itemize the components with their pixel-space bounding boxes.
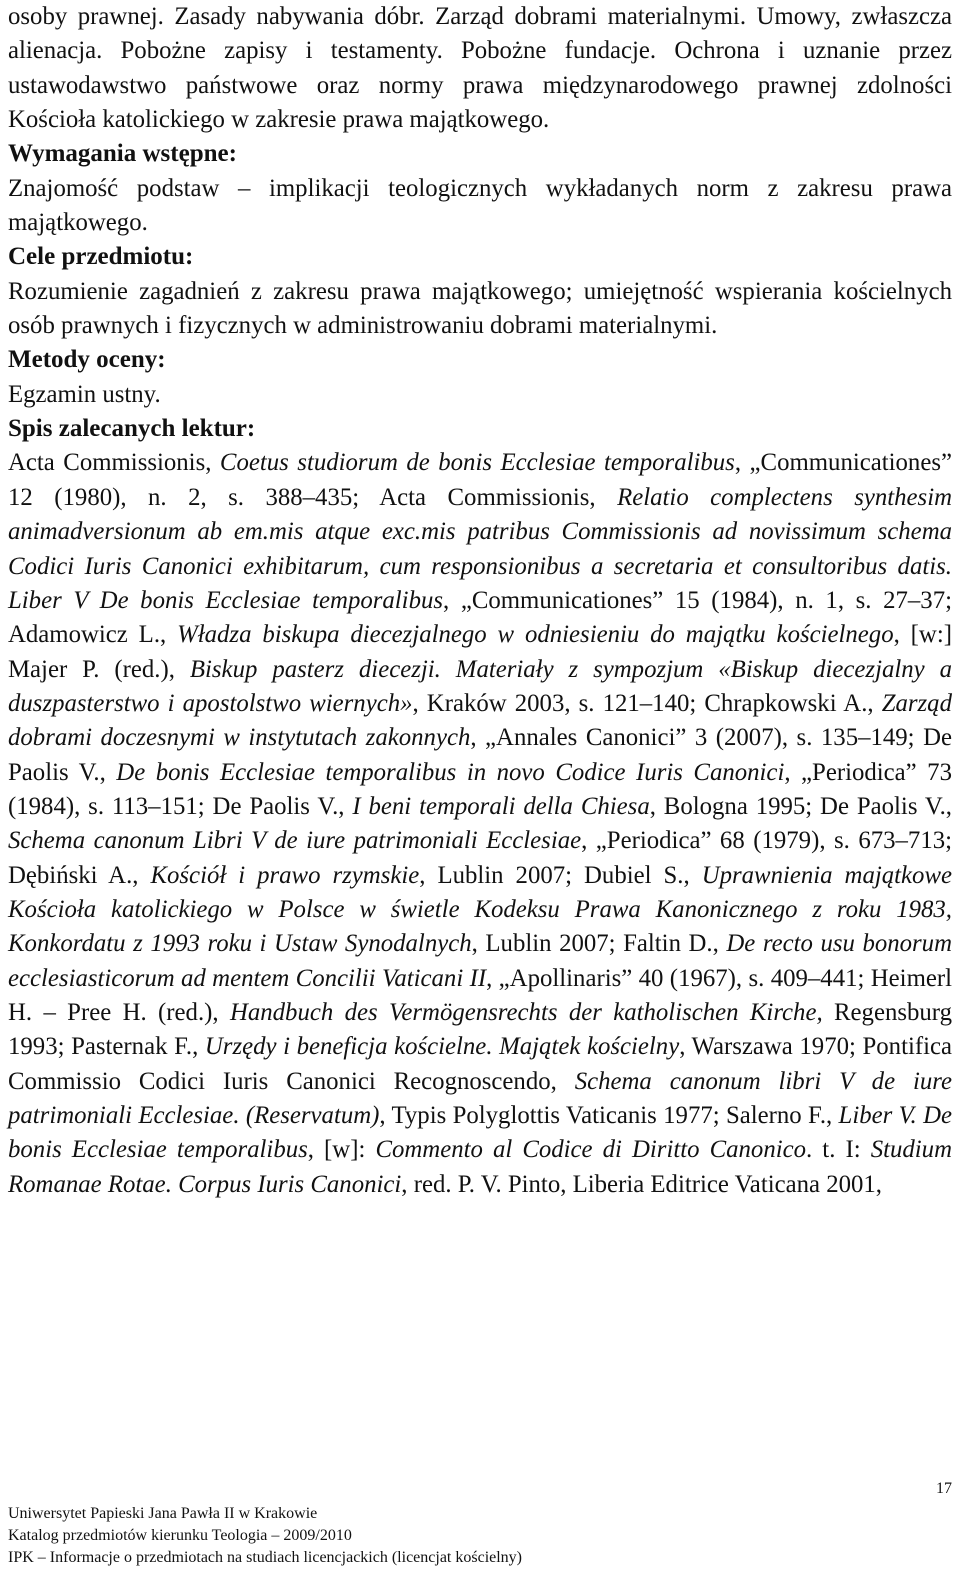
reading-title-segment: Kościół i prawo rzymskie	[150, 861, 420, 889]
reading-text-segment: , red. P. V. Pinto, Liberia Editrice Vaticana 2001,	[401, 1170, 883, 1198]
reading-title-segment: Urzędy i beneficja kościelne. Majątek kościelny	[204, 1033, 680, 1061]
goals-text: Rozumienie zagadnień z zakresu prawa majątkowego; umiejętność wspierania kościelnych osób prawnych i fizycznych w administrowaniu dobrami materialnymi.	[8, 277, 952, 340]
reading-title-segment: De bonis Ecclesiae temporalibus in novo Codice Iuris Canonici	[116, 758, 785, 786]
reading-text-segment: , [w:] Majer P. (red.),	[8, 621, 952, 683]
intro-paragraph: osoby prawnej. Zasady nabywania dóbr. Zarząd dobrami materialnymi. Umowy, zwłaszcza alienacja. Pobożne zapisy i testamenty. Pobożne fundacje. Ochrona i uznanie przez ustawodawstwo państwowe oraz normy prawa międzynarodowego prawnej zdolności Kościoła katolickiego w zakresie prawa majątkowego.	[8, 3, 952, 134]
reading-text-segment: , „Communicationes” 15 (1984), n. 1, s. 27–37; Adamowicz L.,	[8, 586, 952, 649]
reading-title-segment: Schema canonum Libri V de iure patrimoniali Ecclesiae	[8, 827, 582, 855]
reading-title-segment: Biskup pasterz diecezji. Materiały z sympozjum «Biskup diecezjalny a duszpasterstwo i apostolstwo wiernych»	[8, 655, 952, 717]
reading-text-segment: , Bologna 1995; De Paolis V.,	[649, 792, 953, 820]
reading-text-segment: , Kraków 2003, s. 121–140; Chrapkowski A.,	[412, 689, 882, 717]
reading-text-segment: , [w]:	[307, 1136, 376, 1164]
reading-title-segment: Studium Romanae Rotae. Corpus Iuris Canonici	[8, 1136, 952, 1198]
readings-heading: Spis zalecanych lektur:	[8, 415, 256, 443]
reading-title-segment: Uprawnienia majątkowe Kościoła katolickiego w Polsce w świetle Kodeksu Prawa Kanonicznego z roku 1983, Konkordatu z 1993 roku i Ustaw Synodalnych	[8, 861, 952, 958]
page-number: 17	[936, 1480, 952, 1497]
reading-title-segment: Władza biskupa diecezjalnego w odniesieniu do majątku kościelnego	[177, 621, 894, 649]
footer-university: Uniwersytet Papieski Jana Pawła II w Krakowie	[8, 1505, 318, 1522]
page-content	[8, 0, 952, 1202]
readings-text	[8, 446, 952, 1202]
reading-text-segment: , Lublin 2007; Faltin D.,	[471, 930, 727, 958]
reading-text-segment: , „Communicationes” 12 (1980), n. 2, s. 388–435; Acta Commissionis,	[8, 449, 952, 511]
reading-text-segment: , „Periodica” 68 (1979), s. 673–713; Dębiński A.,	[8, 827, 953, 889]
reading-title-segment: Coetus studiorum de bonis Ecclesiae temporalibus	[219, 449, 735, 477]
goals-heading: Cele przedmiotu:	[8, 243, 194, 271]
reading-title-segment: I beni temporali della Chiesa	[352, 792, 650, 820]
reading-title-segment: De recto usu bonorum ecclesiasticorum ad mentem Concilii Vaticani II	[8, 930, 952, 992]
reading-title-segment: Zarząd dobrami doczesnymi w instytutach zakonnych	[8, 689, 952, 752]
requirements-heading: Wymagania wstępne:	[8, 140, 237, 168]
reading-title-segment: Commento al Codice di Diritto Canonico	[375, 1136, 807, 1164]
reading-text-segment: . t. I:	[806, 1136, 871, 1164]
reading-text-segment: Regensburg 1993; Pasternak F.,	[8, 998, 952, 1061]
reading-text-segment: , „Apollinaris” 40 (1967), s. 409–441; Heimerl H. – Pree H. (red.),	[8, 964, 953, 1026]
footer-catalog: Katalog przedmiotów kierunku Teologia – 2009/2010	[8, 1527, 352, 1544]
reading-text-segment: , Warszawa 1970; Pontifica Commissio Codici Iuris Canonici Recognoscendo,	[8, 1033, 953, 1095]
requirements-text: Znajomość podstaw – implikacji teologicznych wykładanych norm z zakresu prawa majątkowego.	[8, 174, 952, 237]
assessment-heading: Metody oceny:	[8, 346, 166, 374]
reading-title-segment: Handbuch des Vermögensrechts der katholischen Kirche,	[229, 998, 823, 1026]
reading-text-segment: , „Annales Canonici” 3 (2007), s. 135–149; De Paolis V.,	[8, 724, 952, 786]
reading-text-segment: , Typis Polyglottis Vaticanis 1977; Salerno F.,	[379, 1102, 839, 1129]
reading-title-segment: Relatio complectens synthesim animadversionum ab em.mis atque exc.mis patribus Commissionis ad novissimum schema Codici Iuris Canonici exhibitarum, cum responsionibus a secretaria et consultoribus datis. Liber V De bonis Ecclesiae temporalibus	[8, 483, 952, 614]
page-footer	[8, 1503, 952, 1569]
reading-text-segment: Acta Commissionis,	[8, 449, 220, 477]
footer-info: IPK – Informacje o przedmiotach na studiach licencjackich (licencjat kościelny)	[8, 1549, 523, 1566]
assessment-text: Egzamin ustny.	[8, 380, 161, 408]
reading-text-segment: , Lublin 2007; Dubiel S.,	[419, 861, 702, 889]
reading-title-segment: Schema canonum libri V de iure patrimoniali Ecclesiae. (Reservatum)	[8, 1067, 952, 1129]
reading-title-segment: Liber V. De bonis Ecclesiae temporalibus	[8, 1102, 952, 1164]
reading-text-segment: , „Periodica” 73 (1984), s. 113–151; De Paolis V.,	[8, 758, 952, 820]
